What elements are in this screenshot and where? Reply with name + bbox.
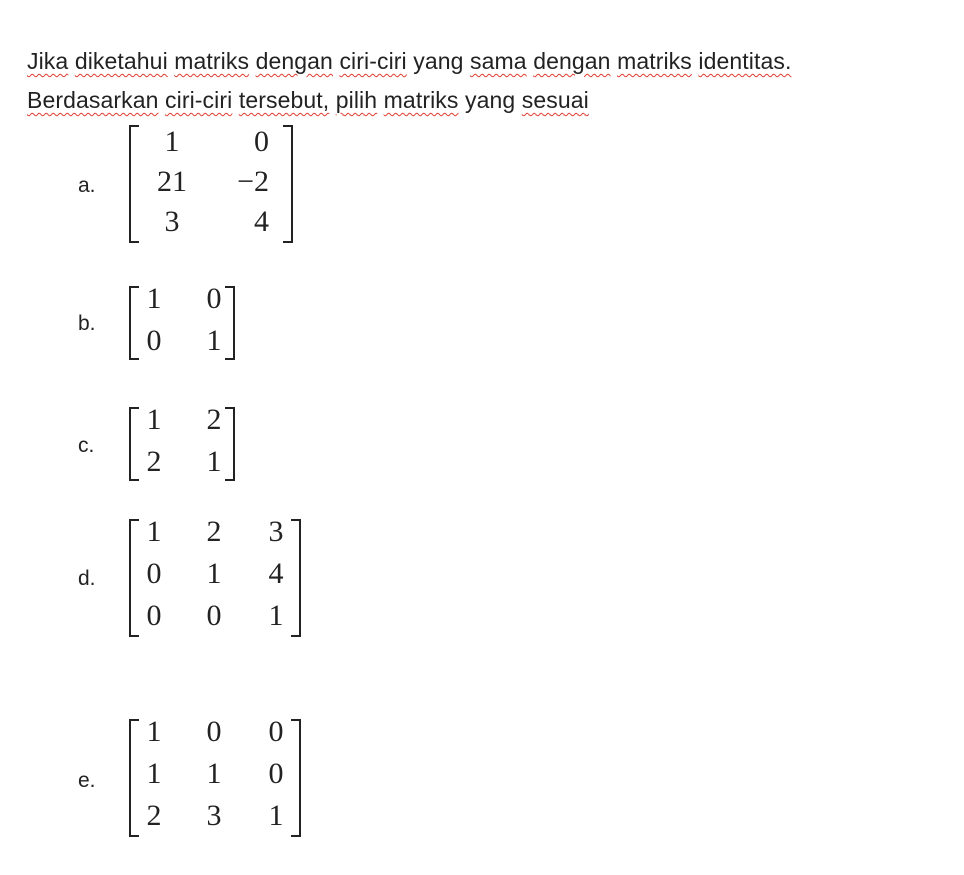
matrix-cell: 0 bbox=[146, 324, 162, 357]
question-word: tersebut, bbox=[238, 87, 330, 113]
matrix-cell: 1 bbox=[146, 757, 162, 790]
right-bracket bbox=[291, 719, 301, 837]
matrix-cell: 1 bbox=[164, 125, 180, 158]
right-bracket bbox=[283, 125, 293, 243]
option-e-label[interactable]: e. bbox=[78, 769, 96, 792]
option-c-label[interactable]: c. bbox=[78, 434, 95, 457]
matrix-cell: 1 bbox=[206, 757, 222, 790]
matrix-cell: 2 bbox=[206, 515, 222, 548]
matrix-cell: 1 bbox=[146, 282, 162, 315]
matrix-cell: 21 bbox=[157, 165, 187, 198]
matrix-cell: 3 bbox=[206, 799, 222, 832]
matrix-cell: 0 bbox=[254, 125, 269, 158]
matrix-a bbox=[129, 125, 293, 243]
matrix-cell: 1 bbox=[268, 599, 284, 632]
matrix-cell: 3 bbox=[164, 205, 180, 238]
option-d-label[interactable]: d. bbox=[78, 567, 96, 590]
matrix-cell: 1 bbox=[206, 445, 222, 478]
matrix-cell: 1 bbox=[146, 515, 162, 548]
question-word: dengan bbox=[533, 48, 611, 74]
matrix-cell: −2 bbox=[237, 165, 269, 198]
matrix-cell: 2 bbox=[146, 445, 162, 478]
matrix-cell: 1 bbox=[146, 715, 162, 748]
matrix-cell: 0 bbox=[268, 715, 284, 748]
matrix-cell: 1 bbox=[146, 403, 162, 436]
question-word: matriks bbox=[617, 48, 692, 74]
question-word: ciri-ciri bbox=[165, 87, 233, 113]
matrix-cell: 1 bbox=[206, 324, 222, 357]
matrix-cell: 4 bbox=[254, 205, 269, 238]
matrix-cell: 4 bbox=[268, 557, 284, 590]
question-word-plain: yang bbox=[458, 87, 522, 113]
question-line-2 bbox=[27, 87, 589, 114]
option-b-label[interactable]: b. bbox=[78, 312, 96, 335]
question-word: dengan bbox=[255, 48, 333, 74]
matrix-cell: 0 bbox=[206, 599, 222, 632]
question-word: ciri-ciri bbox=[339, 48, 407, 74]
matrix-cell: 1 bbox=[206, 557, 222, 590]
matrix-cell: 0 bbox=[268, 757, 284, 790]
matrix-cell: 2 bbox=[146, 799, 162, 832]
left-bracket bbox=[129, 407, 139, 481]
question-word: sama bbox=[470, 48, 527, 74]
matrix-cell: 0 bbox=[206, 715, 222, 748]
matrix-d bbox=[129, 515, 301, 637]
question-word: matriks bbox=[174, 48, 250, 74]
matrix-c bbox=[129, 403, 235, 481]
right-bracket bbox=[291, 519, 301, 637]
question-word: diketahui bbox=[74, 48, 168, 74]
matrix-cell: 2 bbox=[206, 403, 222, 436]
left-bracket bbox=[129, 286, 139, 360]
matrix-cell: 0 bbox=[146, 557, 162, 590]
left-bracket bbox=[129, 719, 139, 837]
question-word: sesuai bbox=[521, 87, 589, 113]
question-word: Berdasarkan bbox=[27, 87, 159, 113]
question-word: matriks bbox=[383, 87, 459, 113]
matrix-cell: 0 bbox=[146, 599, 162, 632]
question-word-plain: yang bbox=[406, 48, 471, 74]
question-word: identitas. bbox=[698, 48, 792, 74]
matrix-cell: 3 bbox=[268, 515, 284, 548]
question-word: Jika bbox=[27, 48, 69, 74]
matrix-b bbox=[129, 282, 235, 360]
matrix-cell: 0 bbox=[206, 282, 222, 315]
matrix-e bbox=[129, 715, 301, 837]
matrix-cell: 1 bbox=[268, 799, 284, 832]
left-bracket bbox=[129, 125, 139, 243]
left-bracket bbox=[129, 519, 139, 637]
question-line-1 bbox=[27, 48, 791, 75]
question-word: pilih bbox=[335, 87, 378, 113]
option-a-label[interactable]: a. bbox=[78, 174, 96, 197]
